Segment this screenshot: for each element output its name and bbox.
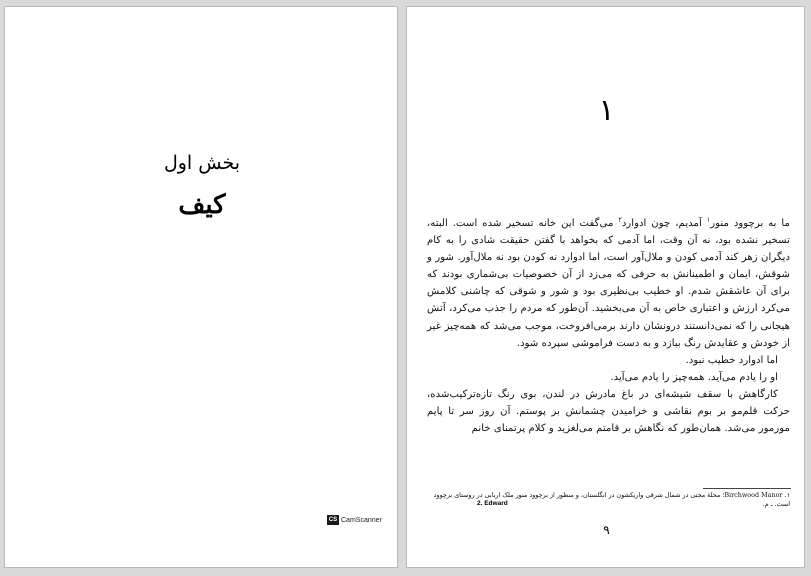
footnote-1: ۱. Birchwood Manor؛ محلهٔ مجتی در شمال شرقی واریکشون در انگلستان، و منظور از برچوود منور ملک اربابی در روستای برچوود است. ـ م. xyxy=(433,491,790,508)
camscanner-watermark xyxy=(327,515,382,525)
footnote-2: 2. Edward xyxy=(477,500,508,507)
paragraph-1 xyxy=(427,215,790,352)
paragraph-2: اما ادوارد خطیب نبود. xyxy=(685,354,778,366)
footnote-ref-2: ۲ xyxy=(618,215,622,224)
paragraph-3: او را یادم می‌آید. همه‌چیز را یادم می‌آید. xyxy=(610,371,778,383)
page-number: ۹ xyxy=(603,523,610,537)
camscanner-label: CamScanner xyxy=(341,516,382,524)
paragraph-1-start: ما به برچوود منور xyxy=(710,218,790,229)
section-name: کیف xyxy=(178,190,226,220)
footnote-divider xyxy=(703,488,791,489)
chapter-number: ۱ xyxy=(598,93,615,128)
camscanner-logo-icon: CS xyxy=(328,517,338,523)
paragraph-4: کارگاهش با سقف شیشه‌ای در باغ مادرش در لندن، بوی رنگ تازه‌ترکیب‌شده، حرکت قلم‌مو بر بوم نقاشی و خرامیدن چشمانش بر پوستم. آن روز سر تا پایم مورمور می‌شد. همان‌طور که نگاهش بر قامتم می‌لغزید و کلام پرتمنای خانم xyxy=(427,388,790,435)
body-text xyxy=(427,215,790,437)
paragraph-1-middle: آمدیم، چون ادوارد xyxy=(621,218,707,229)
right-page xyxy=(406,6,805,568)
footnote-ref-1: ۱ xyxy=(706,215,711,224)
section-title: بخش اول xyxy=(163,152,241,174)
paragraph-1-end: می‌گفت این خانه تسخیر شده است. البته، تسخیر نشده بود، نه آن وقت، اما آدمی که بخواهد با گفتن حقیقت شادی را به کام دیگران زهر کند آدمی کودن و ملال‌آور است، اما ادوارد نه کودن بود نه ملال‌آور. شور و شوقش، ایمان و اطمینانش به حرفی که می‌زد از آن خصوصیات بی‌شماری بودند که برای آن عاشقش شدم. او خطیب بی‌نظیری بود و شور و شوقی که چاشنی کلامش می‌کرد ارزش و اعتباری خاص به آن می‌بخشید. آن‌طور که مردم را جذب می‌کرد، آتش هیجانی را که نمی‌دانستند درونشان دارند برمی‌افروخت، موجب می‌شد که همه‌چیز غیر از خودش و عقایدش رنگ ببازد و به دست فراموشی سپرده شود. xyxy=(427,218,790,349)
left-page xyxy=(4,6,398,568)
